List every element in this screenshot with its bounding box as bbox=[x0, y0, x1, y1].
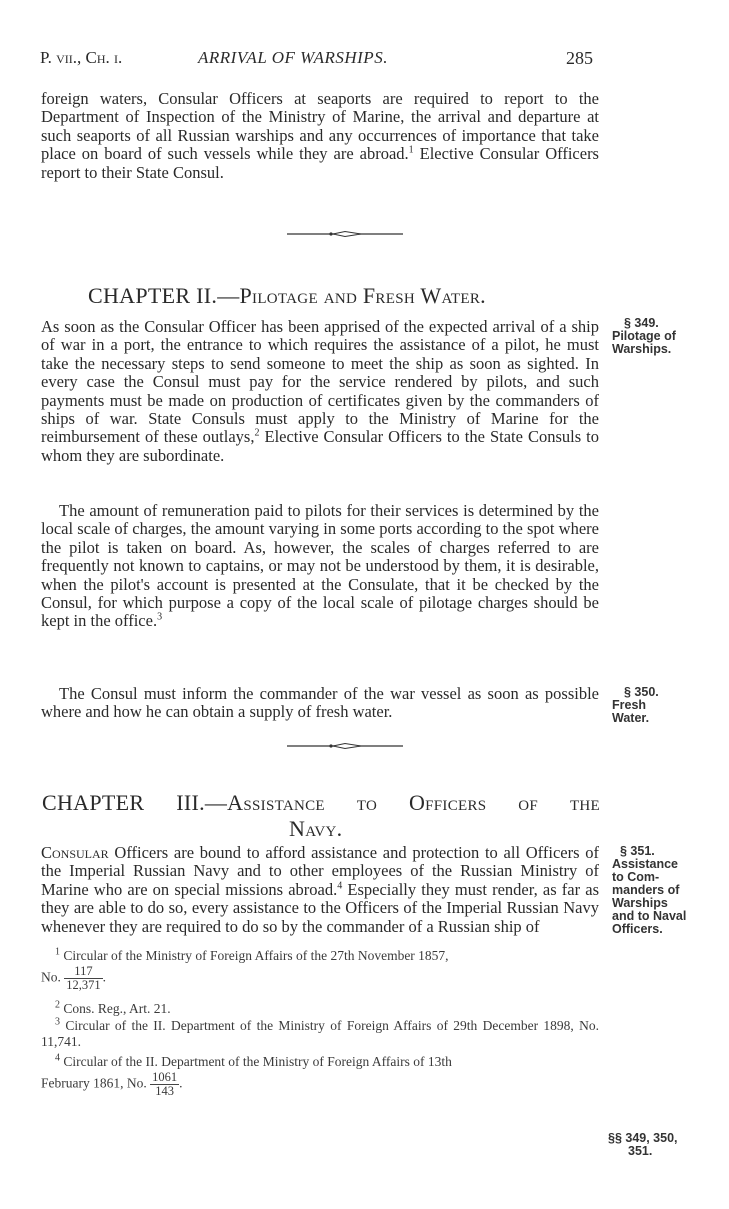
footnote-1: $^1$ Circular of the Ministry of Foreign Affairs of the 27th November 1857, No. $\frac{117}{12,371}$ . bbox=[41, 946, 449, 992]
footnote-mark: 1 bbox=[55, 946, 60, 958]
margin-note-349: § 349. Pilotage of Warships. bbox=[612, 316, 676, 356]
footnote-mark: 4 bbox=[55, 1052, 60, 1064]
section-divider bbox=[287, 741, 403, 751]
margin-note-351: § 351. Assistance to Com- manders of Warships and to Naval Officers. bbox=[612, 844, 687, 936]
footnote-3: $^3$ Circular of the II. Department of the Ministry of Foreign Affairs of 29th December 1898, No. 11,741. bbox=[41, 1016, 599, 1049]
footnote-4: $^4$ Circular of the II. Department of the Ministry of Foreign Affairs of 13th February 1861, No. $\frac{1061}{143}$ . bbox=[41, 1052, 452, 1098]
footnote-ref: 1 bbox=[408, 144, 414, 156]
chapter3-paragraph-1: Consular Officers are bound to afford assistance and protection to all Officers of the Imperial Russian Navy and to other employees of the Russian Ministry of Marine who are on special missions abroad.$^4$ Especially they must render, as far as they are able to do so, every assistance to the Officers of the Imperial Russian Navy whenever they are required to do so by the commander of a Russian ship of bbox=[41, 843, 599, 936]
running-header-chapter: P. vii., Ch. i. bbox=[40, 48, 123, 67]
footnote-mark: 3 bbox=[55, 1016, 60, 1028]
intro-paragraph: foreign waters, Consular Officers at seaports are required to report to the Department of Inspection of the Ministry of Marine, the arrival and departure at such seaports of all Russian warships and any occurrences of importance that take place on board of such vessels while they are abroad.$^1$ Elective Consular Officers report to their State Consul. bbox=[41, 89, 599, 182]
chapter2-paragraph-3: The Consul must inform the commander of the war vessel as soon as possible where and how he can obtain a supply of fresh water. bbox=[41, 684, 599, 722]
footnote-2: $^2$ Cons. Reg., Art. 21. bbox=[55, 999, 171, 1016]
chapter2-paragraph-1: As soon as the Consular Officer has been apprised of the expected arrival of a ship of war in a port, the entrance to which requires the assistance of a pilot, he must take the necessary steps to send someone to meet the ship as soon as sighted. In every case the Consul must pay for the service rendered by pilots, and such payments must be made on production of certificates given by the commanders of ships of war. State Consuls must apply to the Ministry of Marine for the reimbursement of these outlays,$^2$ Elective Consular Officers to the State Consuls to whom they are subordinate. bbox=[41, 317, 600, 465]
footnote-ref: 3 bbox=[157, 611, 163, 623]
fraction: $\frac{1061}{143}$ bbox=[152, 1070, 178, 1098]
footnote-mark: 2 bbox=[55, 999, 60, 1011]
chapter2-paragraph-2: The amount of remuneration paid to pilots for their services is determined by the local scale of charges, the amount varying in some ports according to the spot where the pilot is taken on board. As, however, the scales of charges referred to are frequently not known to captains, or may not be understood by them, it is desirable, when the pilot's account is presented at the Consulate, that it be checked by the Consul, for which purpose a copy of the local scale of pilotage charges should be kept in the office.$^3$ bbox=[41, 501, 599, 631]
fraction: $\frac{117}{12,371}$ bbox=[66, 964, 101, 992]
chapter-heading: CHAPTER III.—Assistance to Officers of the Navy. bbox=[42, 790, 600, 841]
footnote-ref: 2 bbox=[254, 427, 260, 439]
footnote-ref: 4 bbox=[337, 880, 343, 892]
margin-section-summary: §§ 349, 350, 351. bbox=[608, 1131, 678, 1158]
chapter-heading: CHAPTER II.—Pilotage and Fresh Water. bbox=[88, 283, 486, 308]
running-header-title: ARRIVAL OF WARSHIPS. bbox=[198, 48, 388, 67]
margin-note-350: § 350. Fresh Water. bbox=[612, 685, 659, 725]
page-number: 285 bbox=[566, 48, 593, 68]
section-divider bbox=[287, 229, 403, 239]
